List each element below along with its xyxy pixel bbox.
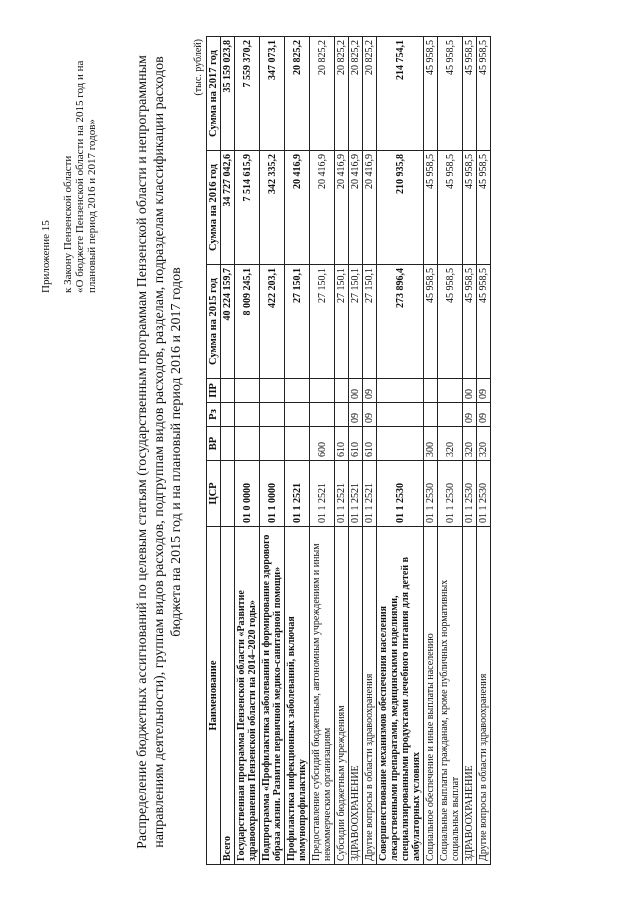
cell-pr: 00 <box>463 379 477 403</box>
cell-sum-2015: 27 150,1 <box>285 265 310 379</box>
cell-pr <box>424 379 438 403</box>
cell-csr <box>221 461 235 527</box>
cell-pr: 09 <box>477 379 491 403</box>
cell-rz <box>438 403 463 427</box>
cell-sum-2015: 45 958,5 <box>463 265 477 379</box>
cell-rz: 09 <box>363 403 377 427</box>
cell-csr: 01 1 2521 <box>310 461 335 527</box>
cell-sum-2015: 27 150,1 <box>310 265 335 379</box>
cell-sum-2016: 45 958,5 <box>424 151 438 265</box>
cell-rz <box>310 403 335 427</box>
cell-csr: 01 1 2530 <box>424 461 438 527</box>
cell-sum-2016: 210 935,8 <box>377 151 424 265</box>
cell-rz <box>235 403 260 427</box>
cell-sum-2015: 27 150,1 <box>363 265 377 379</box>
cell-sum-2017: 45 958,5 <box>463 37 477 151</box>
cell-sum-2016: 45 958,5 <box>477 151 491 265</box>
cell-name: ЗДРАВООХРАНЕНИЕ <box>349 527 363 865</box>
cell-pr <box>310 379 335 403</box>
appendix-line: к Закону Пензенской области <box>62 155 74 293</box>
cell-sum-2015: 45 958,5 <box>477 265 491 379</box>
cell-sum-2016: 342 335,2 <box>260 151 285 265</box>
cell-csr: 01 1 2521 <box>363 461 377 527</box>
cell-rz <box>424 403 438 427</box>
table-row <box>477 37 491 865</box>
cell-pr <box>221 379 235 403</box>
table-row <box>424 37 438 865</box>
cell-name: Совершенствование механизмов обеспечения населения лекарственными препаратами, медицинскими изделиями, специализированными продуктами лечебного питания для детей в амбулаторных условиях <box>377 527 424 865</box>
cell-sum-2017: 347 073,1 <box>260 37 285 151</box>
document-title: Распределение бюджетных ассигнований по целевым статьям (государственным программам Пензенской области и непрограммным направлениям деятельности), группам видов расходов, подгруппам видов расходов, разделам, подразделам классификации расходов бюджета на 2015 год и на плановый период 2016 и 2017 годов <box>135 55 184 849</box>
cell-csr: 01 1 2530 <box>438 461 463 527</box>
table-body <box>221 37 491 865</box>
cell-csr: 01 1 2530 <box>463 461 477 527</box>
cell-sum-2016: 20 416,9 <box>349 151 363 265</box>
cell-csr: 01 1 2521 <box>349 461 363 527</box>
cell-name: Всего <box>221 527 235 865</box>
table-header-row <box>207 37 221 865</box>
header-sum-2017: Сумма на 2017 год <box>207 37 221 151</box>
cell-name: Предоставление субсидий бюджетным, автономным учреждениям и иным некоммерческим организациям <box>310 527 335 865</box>
cell-csr: 01 1 2521 <box>335 461 349 527</box>
header-csr: ЦСР <box>207 461 221 527</box>
cell-vr <box>285 427 310 461</box>
cell-vr: 320 <box>477 427 491 461</box>
cell-sum-2015: 27 150,1 <box>335 265 349 379</box>
cell-pr <box>438 379 463 403</box>
cell-pr <box>235 379 260 403</box>
cell-vr <box>235 427 260 461</box>
budget-table <box>206 36 491 865</box>
cell-name: Другие вопросы в области здравоохранения <box>477 527 491 865</box>
cell-sum-2015: 273 896,4 <box>377 265 424 379</box>
cell-sum-2017: 214 754,1 <box>377 37 424 151</box>
cell-vr <box>221 427 235 461</box>
header-sum-2015: Сумма на 2015 год <box>207 265 221 379</box>
cell-csr: 01 1 2530 <box>377 461 424 527</box>
table-row <box>463 37 477 865</box>
cell-sum-2017: 20 825,2 <box>285 37 310 151</box>
cell-sum-2017: 20 825,2 <box>363 37 377 151</box>
cell-sum-2016: 34 727 042,6 <box>221 151 235 265</box>
cell-vr <box>377 427 424 461</box>
cell-name: Профилактика инфекционных заболеваний, включая иммунопрофилактику <box>285 527 310 865</box>
header-sum-2016: Сумма на 2016 год <box>207 151 221 265</box>
cell-name: Государственная программа Пензенской области «Развитие здравоохранения Пензенской области на 2014–2020 годы» <box>235 527 260 865</box>
cell-rz <box>335 403 349 427</box>
header-name: Наименование <box>207 527 221 865</box>
cell-sum-2017: 45 958,5 <box>477 37 491 151</box>
cell-sum-2016: 20 416,9 <box>335 151 349 265</box>
cell-vr: 300 <box>424 427 438 461</box>
cell-sum-2017: 7 559 370,2 <box>235 37 260 151</box>
table-row <box>377 37 424 865</box>
table-row <box>285 37 310 865</box>
cell-sum-2016: 7 514 615,9 <box>235 151 260 265</box>
cell-sum-2015: 40 224 159,7 <box>221 265 235 379</box>
appendix-line: плановый период 2016 и 2017 годов» <box>86 119 98 293</box>
cell-rz <box>377 403 424 427</box>
cell-pr <box>335 379 349 403</box>
cell-vr: 610 <box>363 427 377 461</box>
cell-name: Социальное обеспечение и иные выплаты населению <box>424 527 438 865</box>
cell-pr: 09 <box>363 379 377 403</box>
cell-vr: 320 <box>463 427 477 461</box>
cell-sum-2015: 45 958,5 <box>438 265 463 379</box>
cell-rz <box>221 403 235 427</box>
table-row <box>260 37 285 865</box>
table-row <box>349 37 363 865</box>
header-pr: ПР <box>207 379 221 403</box>
cell-sum-2017: 20 825,2 <box>335 37 349 151</box>
cell-csr: 01 1 0000 <box>260 461 285 527</box>
cell-pr <box>377 379 424 403</box>
cell-sum-2015: 27 150,1 <box>349 265 363 379</box>
cell-rz <box>285 403 310 427</box>
header-rz: Рз <box>207 403 221 427</box>
header-vr: ВР <box>207 427 221 461</box>
cell-sum-2016: 20 416,9 <box>285 151 310 265</box>
cell-sum-2017: 45 958,5 <box>438 37 463 151</box>
cell-sum-2015: 422 203,1 <box>260 265 285 379</box>
table-row <box>438 37 463 865</box>
cell-vr <box>260 427 285 461</box>
cell-vr: 610 <box>349 427 363 461</box>
cell-vr: 610 <box>335 427 349 461</box>
appendix-line: «О бюджете Пензенской области на 2015 год и на <box>74 60 86 293</box>
cell-rz: 09 <box>349 403 363 427</box>
appendix-title: Приложение 15 <box>40 220 52 293</box>
table-row <box>363 37 377 865</box>
cell-rz: 09 <box>477 403 491 427</box>
cell-sum-2015: 45 958,5 <box>424 265 438 379</box>
cell-name: ЗДРАВООХРАНЕНИЕ <box>463 527 477 865</box>
cell-sum-2017: 20 825,2 <box>349 37 363 151</box>
table-row <box>335 37 349 865</box>
cell-sum-2016: 20 416,9 <box>363 151 377 265</box>
appendix-block <box>40 33 98 293</box>
cell-name: Подпрограмма «Профилактика заболеваний и формирование здорового образа жизни. Развитие первичной медико-санитарной помощи» <box>260 527 285 865</box>
table-row <box>221 37 235 865</box>
cell-name: Социальные выплаты гражданам, кроме публичных нормативных социальных выплат <box>438 527 463 865</box>
cell-sum-2016: 20 416,9 <box>310 151 335 265</box>
units-label: (тыс. рублей) <box>193 39 204 96</box>
cell-vr: 320 <box>438 427 463 461</box>
cell-sum-2017: 20 825,2 <box>310 37 335 151</box>
cell-vr: 600 <box>310 427 335 461</box>
cell-csr: 01 1 2530 <box>477 461 491 527</box>
table-row <box>310 37 335 865</box>
table-row <box>235 37 260 865</box>
cell-sum-2016: 45 958,5 <box>438 151 463 265</box>
cell-csr: 01 1 2521 <box>285 461 310 527</box>
cell-name: Другие вопросы в области здравоохранения <box>363 527 377 865</box>
cell-rz <box>260 403 285 427</box>
cell-sum-2017: 45 958,5 <box>424 37 438 151</box>
cell-pr: 00 <box>349 379 363 403</box>
cell-name: Субсидии бюджетным учреждениям <box>335 527 349 865</box>
cell-rz: 09 <box>463 403 477 427</box>
cell-sum-2017: 35 159 023,8 <box>221 37 235 151</box>
cell-csr: 01 0 0000 <box>235 461 260 527</box>
cell-sum-2016: 45 958,5 <box>463 151 477 265</box>
cell-sum-2015: 8 009 245,1 <box>235 265 260 379</box>
cell-pr <box>260 379 285 403</box>
cell-pr <box>285 379 310 403</box>
